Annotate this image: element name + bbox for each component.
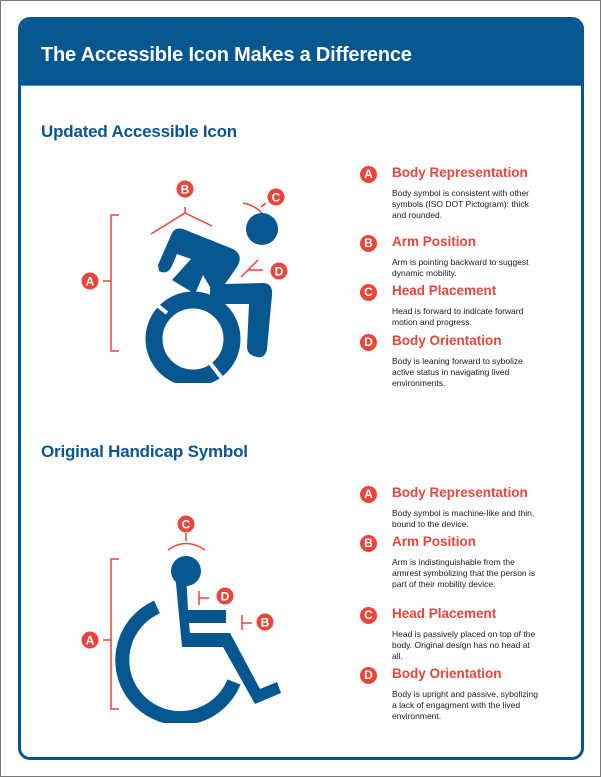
updated-accessible-icon-illustration [73, 163, 303, 388]
accessible-icon-dynamic [73, 163, 303, 383]
callout-d-label: D [274, 264, 284, 279]
badge-c: C [360, 607, 377, 624]
callout-a-label: A [85, 633, 95, 648]
legend-description: Body is leaning forward to sybolize active status in navigating lived environments. [392, 356, 523, 388]
legend-description: Head is passively placed on top of the body. Original design has no head at all. [392, 629, 536, 661]
badge-b: B [360, 235, 377, 252]
badge-a: A [360, 486, 377, 503]
legend-title: Arm Position [392, 234, 477, 249]
legend-title: Body Orientation [392, 666, 502, 681]
legend-description: Body is upright and passive, sybolizing a lack of engagment with the lived environment. [392, 689, 538, 721]
legend-description: Arm is pointing backward to suggest dynamic mobility. [392, 257, 529, 278]
legend-description: Body symbol is machine-like and thin, bound to the device. [392, 508, 535, 529]
callout-b-label: B [180, 182, 190, 197]
legend-description: Head is forward to indicate forward motion and progress. [392, 306, 524, 327]
legend-description: Body symbol is consistent with other symbols (ISO DOT Pictogram): thick and rounded. [392, 188, 530, 220]
international-symbol-of-access [73, 483, 303, 723]
badge-d: D [360, 334, 377, 351]
legend-title: Head Placement [392, 283, 497, 298]
section-title-updated: Updated Accessible Icon [41, 122, 237, 141]
badge-c: C [360, 284, 377, 301]
badge-a: A [360, 166, 377, 183]
card-header [21, 20, 581, 86]
legend-title: Body Representation [392, 485, 528, 500]
badge-d: D [360, 667, 377, 684]
legend-title: Body Orientation [392, 333, 502, 348]
legend-title: Arm Position [392, 534, 477, 549]
callout-a-label: A [85, 274, 95, 289]
legend-title: Head Placement [392, 606, 497, 621]
infographic-card [18, 17, 584, 760]
section-title-original: Original Handicap Symbol [41, 442, 248, 461]
page-title: The Accessible Icon Makes a Difference [41, 44, 412, 66]
callout-b-label: B [260, 615, 270, 630]
callout-d-label: D [220, 589, 230, 604]
callout-c-label: C [271, 190, 281, 205]
callout-c-label: C [181, 517, 191, 532]
legend-title: Body Representation [392, 165, 528, 180]
legend-description: Arm is indistinguishable from the armrest symbolizing that the person is part of their mobility device. [392, 557, 536, 589]
badge-b: B [360, 535, 377, 552]
original-handicap-symbol-illustration [73, 483, 303, 728]
